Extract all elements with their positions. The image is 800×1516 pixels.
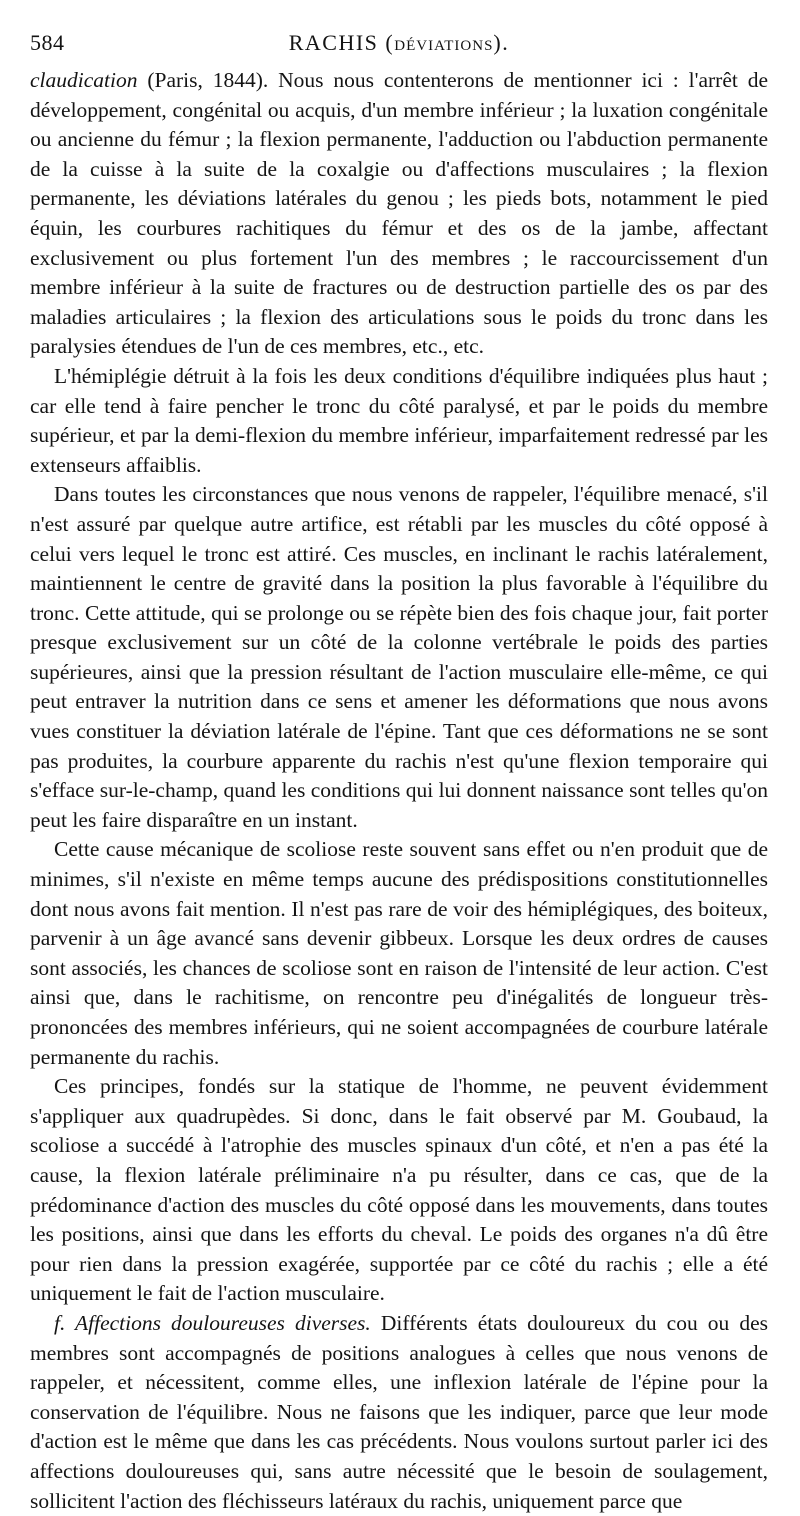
paragraph-4 xyxy=(30,835,768,1072)
paragraph-6 xyxy=(30,1309,768,1516)
paragraph-text: L'hémiplégie détruit à la fois les deux conditions d'équilibre indiquées plus haut ; car elle tend à faire pencher le tronc du côté paralysé, et par le poids du membre supérieur, et par la demi-flexion du membre inférieur, imparfaitement redressé par les extenseurs affaiblis. xyxy=(30,363,768,477)
paragraph-3 xyxy=(30,480,768,835)
paragraph-text: (Paris, 1844). Nous nous contenterons de mentionner ici : l'arrêt de développement, congénital ou acquis, d'un membre inférieur ; la luxation congénitale ou ancienne du fémur ; la flexion permanente, l'adduction ou l'abduction permanente de la cuisse à la suite de la coxalgie ou d'affections musculaires ; la flexion permanente, les déviations latérales du genou ; les pieds bots, notamment le pied équin, les courbures rachitiques du fémur et des os de la jambe, affectant exclusivement ou plus fortement l'un des membres ; le raccourcissement d'un membre inférieur à la suite de fractures ou de destruction partielle des os par des maladies articulaires ; la flexion des articulations sous le poids du tronc dans les paralysies étendues de l'un de ces membres, etc., etc. xyxy=(30,68,768,359)
body-text xyxy=(30,66,768,1516)
paragraph-2 xyxy=(30,362,768,480)
section-heading-italic: f. Affections douloureuses diverses. xyxy=(54,1310,371,1335)
paragraph-text: Ces principes, fondés sur la statique de l'homme, ne peuvent évidemment s'appliquer aux quadrupèdes. Si donc, dans le fait observé par M. Goubaud, la scoliose a succédé à l'atrophie des muscles spinaux d'un côté, et n'en a pas été la cause, la flexion latérale préliminaire n'a pu résulter, dans ce cas, que de la prédominance d'action des muscles du côté opposé dans les mouvements, dans toutes les positions, ainsi que dans les efforts du cheval. Le poids des organes n'a dû être pour rien dans la pression exagérée, supportée par ce côté du rachis ; elle a été uniquement le fait de l'action musculaire. xyxy=(30,1074,768,1306)
paragraph-text: Cette cause mécanique de scoliose reste souvent sans effet ou n'en produit que de minimes, s'il n'existe en même temps aucune des prédispositions constitutionnelles dont nous avons fait mention. Il n'est pas rare de voir des hémiplégiques, des boiteux, parvenir à un âge avancé sans devenir gibbeux. Lorsque les deux ordres de causes sont associés, les chances de scoliose sont en raison de l'intensité de leur action. C'est ainsi que, dans le rachitisme, on rencontre peu d'inégalités de longueur très-prononcées des membres inférieurs, qui ne soient accompagnées de courbure latérale permanente du rachis. xyxy=(30,837,768,1069)
page-number: 584 xyxy=(30,30,65,55)
paragraph-text: Dans toutes les circonstances que nous venons de rappeler, l'équilibre menacé, s'il n'est assuré par quelque autre artifice, est rétabli par les muscles du côté opposé à celui vers lequel le tronc est attiré. Ces muscles, en inclinant le rachis latéralement, maintiennent le centre de gravité dans la position la plus favorable à l'équilibre du tronc. Cette attitude, qui se prolonge ou se répète bien des fois chaque jour, fait porter presque exclusivement sur un côté de la colonne vertébrale le poids des parties supérieures, ainsi que la pression résultant de l'action musculaire elle-même, ce qui peut entraver la nutrition dans ce sens et amener les déformations que nous avons vues constituer la déviation latérale de l'épine. Tant que ces déformations ne se sont pas produites, la courbure apparente du rachis n'est qu'une flexion temporaire qui s'efface sur-le-champ, quand les conditions qui lui donnent naissance sont telles qu'on peut les faire disparaître en un instant. xyxy=(30,482,768,832)
document-page xyxy=(30,22,768,1516)
running-title-subtitle: DÉVIATIONS xyxy=(394,38,494,54)
running-title xyxy=(30,30,768,56)
paragraph-text: Différents états douloureux du cou ou des membres sont accompagnés de positions analogues à celles que nous venons de rappeler, et nécessitent, comme elles, une inflexion latérale de l'épine pour la conservation de l'équilibre. Nous ne faisons que les indiquer, parce que leur mode d'action est le même que dans les cas précédents. Nous voulons surtout parler ici des affections douloureuses qui, sans autre nécessité que le besoin de soulagement, sollicitent l'action des fléchisseurs latéraux du rachis, uniquement parce que xyxy=(30,1310,768,1513)
paragraph-1 xyxy=(30,66,768,362)
running-title-close: ). xyxy=(493,30,510,55)
running-title-main: RACHIS ( xyxy=(288,30,395,55)
italic-term: claudication xyxy=(30,68,138,92)
page-header xyxy=(30,22,768,58)
paragraph-5 xyxy=(30,1072,768,1309)
